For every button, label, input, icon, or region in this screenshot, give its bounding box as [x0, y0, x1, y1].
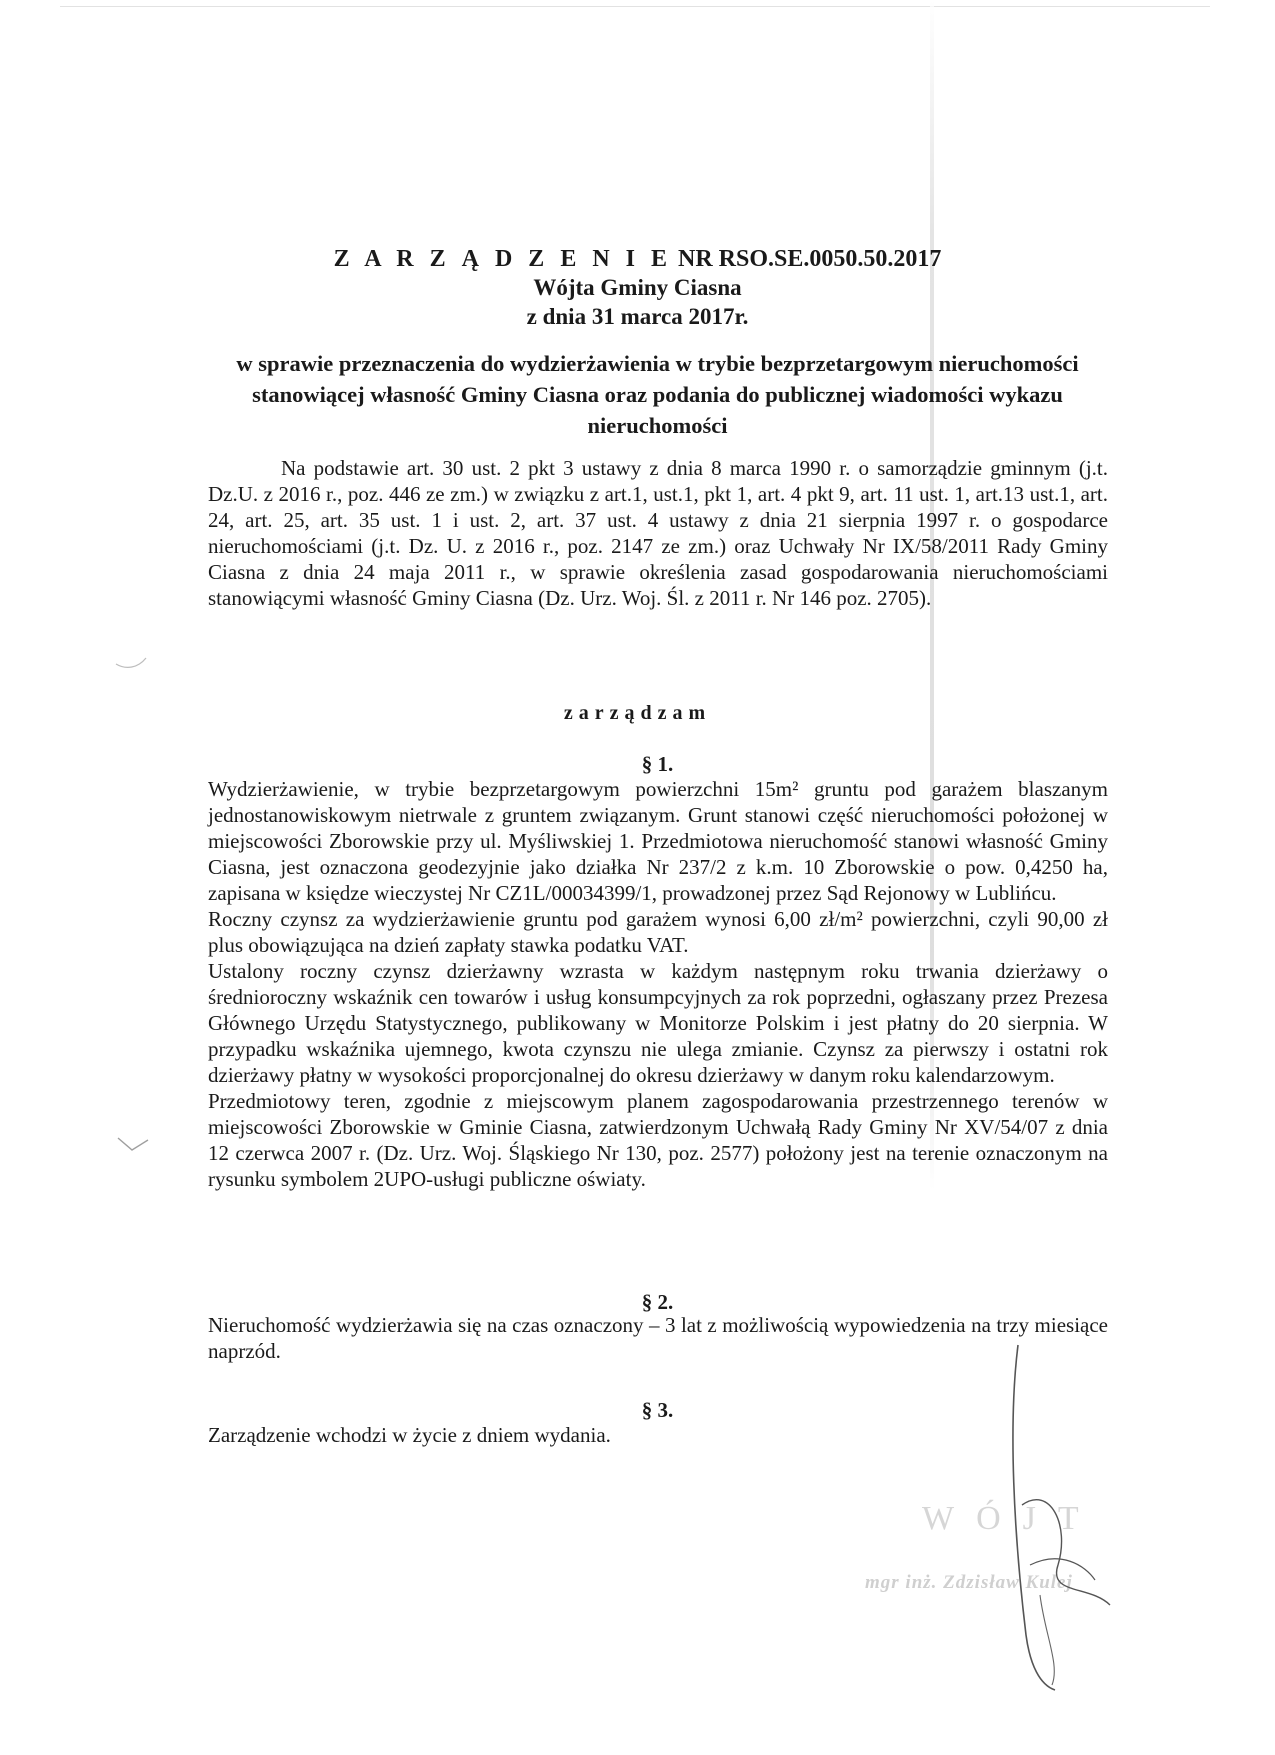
section-1-heading: § 1.: [641, 752, 674, 776]
section-1-paragraph-2: Roczny czynsz za wydzierżawienie gruntu pod garażem wynosi 6,00 zł/m² powierzchni, czyli 90,00 zł plus obowiązująca na dzień zapłaty stawka podatku VAT.: [208, 907, 1108, 957]
document-date: z dnia 31 marca 2017r.: [526, 304, 749, 329]
section-2-heading: § 2.: [641, 1290, 674, 1314]
document-title: [0, 246, 1275, 273]
stamp-name: mgr inż. Zdzisław Kulej: [865, 1572, 1073, 1593]
title-word: Z A R Z Ą D Z E N I E: [333, 246, 672, 272]
section-1-body: [208, 776, 1108, 1192]
section-1-paragraph-1: Wydzierżawienie, w trybie bezprzetargowym powierzchni 15m² gruntu pod garażem blaszanym jednostanowiskowym nietrwale z gruntem związanym. Grunt stanowi część nieruchomości położonej w miejscowości Zborowskie przy ul. Myśliwskiej 1. Przedmiotowa nieruchomość stanowi własność Gminy Ciasna, jest oznaczona geodezyjnie jako działka Nr 237/2 z k.m. 10 Zborowskie o pow. 0,4250 ha, zapisana w księdze wieczystej Nr CZ1L/00034399/1, prowadzonej przez Sąd Rejonowy w Lublińcu.: [208, 777, 1108, 905]
stamp-title: WÓJT: [922, 1500, 1101, 1537]
section-3-body: Zarządzenie wchodzi w życie z dniem wydania.: [208, 1423, 611, 1447]
scan-edge: [60, 6, 1210, 7]
title-number: NR RSO.SE.0050.50.2017: [678, 246, 942, 272]
scan-mark: [112, 640, 152, 680]
section-1-paragraph-3: Ustalony roczny czynsz dzierżawny wzrasta w każdym następnym roku trwania dzierżawy o średnioroczny wskaźnik cen towarów i usług konsumpcyjnych za rok poprzedni, ogłaszany przez Prezesa Głównego Urzędu Statystycznego, publikowany w Monitorze Polskim i jest płatny do 20 sierpnia. W przypadku wskaźnika ujemnego, kwota czynszu nie ulega zmianie. Czynsz za pierwszy i ostatni rok dzierżawy płatny w wysokości proporcjonalnej do okresu dzierżawy w danym roku kalendarzowym.: [208, 959, 1108, 1087]
section-3-heading: § 3.: [641, 1398, 674, 1422]
document-subject: w sprawie przeznaczenia do wydzierżawienia w trybie bezprzetargowym nieruchomości stanowiącej własność Gminy Ciasna oraz podania do publicznej wiadomości wykazu nieruchomości: [236, 351, 1079, 438]
section-1-paragraph-4: Przedmiotowy teren, zgodnie z miejscowym planem zagospodarowania przestrzennego terenów w miejscowości Zborowskie w Gminie Ciasna, zatwierdzonym Uchwałą Rady Gminy Nr XV/54/07 z dnia 12 czerwca 2007 r. (Dz. Urz. Woj. Śląskiego Nr 130, poz. 2577) położony jest na terenie oznaczonym na rysunku symbolem 2UPO-usługi publiczne oświaty.: [208, 1089, 1108, 1191]
section-2-body: Nieruchomość wydzierżawia się na czas oznaczony – 3 lat z możliwością wypowiedzenia na trzy miesiące naprzód.: [208, 1313, 1108, 1363]
legal-basis: Na podstawie art. 30 ust. 2 pkt 3 ustawy z dnia 8 marca 1990 r. o samorządzie gminnym (j.t. Dz.U. z 2016 r., poz. 446 ze zm.) w związku z art.1, ust.1, pkt 1, art. 4 pkt 9, art. 11 ust. 1, art.13 ust.1, art. 24, art. 25, art. 35 ust. 1 i ust. 2, art. 37 ust. 4 ustawy z dnia 21 sierpnia 1997 r. o gospodarce nieruchomościami (j.t. Dz. U. z 2016 r., poz. 2147 ze zm.) oraz Uchwały Nr IX/58/2011 Rady Gminy Ciasna z dnia 24 maja 2011 r., w sprawie określenia zasad gospodarowania nieruchomościami stanowiącymi własność Gminy Ciasna (Dz. Urz. Woj. Śl. z 2011 r. Nr 146 poz. 2705).: [208, 456, 1108, 610]
handwritten-signature: [1000, 1335, 1120, 1695]
issuer: Wójta Gminy Ciasna: [533, 275, 742, 300]
decree-word: zarządzam: [563, 702, 712, 724]
scan-mark: [114, 1132, 154, 1162]
